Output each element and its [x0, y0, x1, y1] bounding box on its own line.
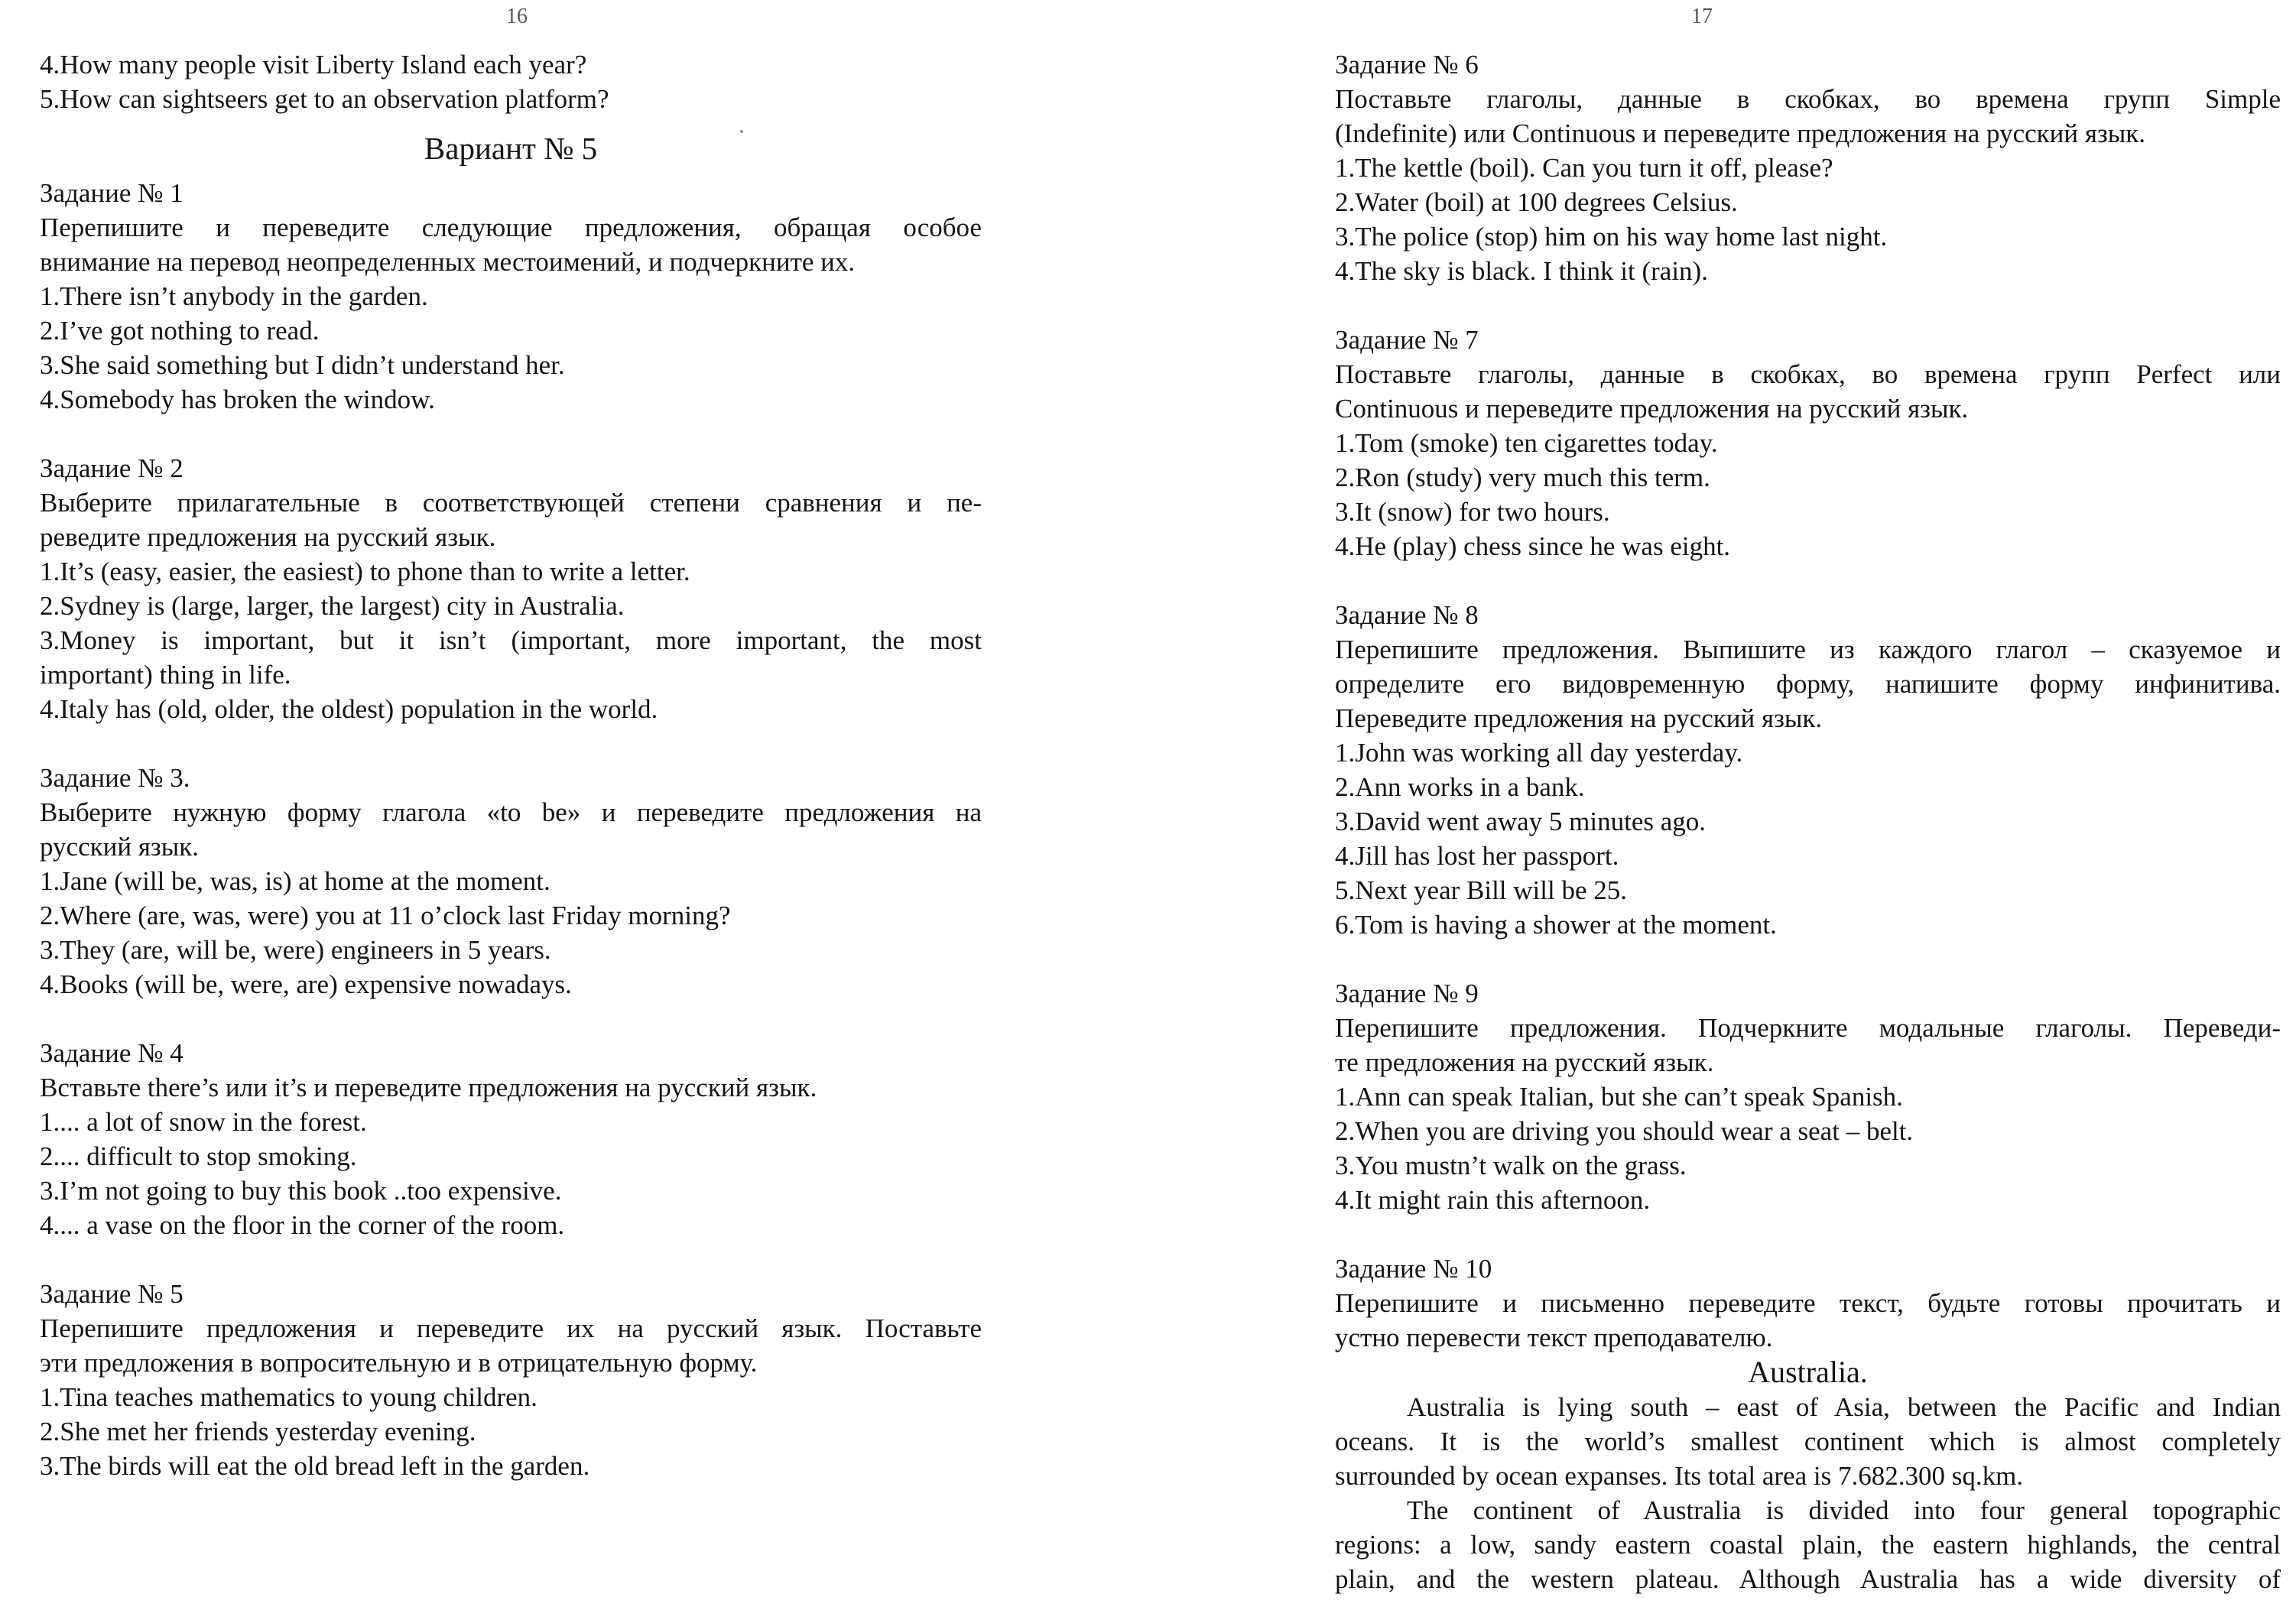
question-line: 5.How can sightseers get to an observation platform?: [40, 84, 609, 114]
task-instruction: Перепишите предложения. Выпишите из каждого глагол – сказуемое и: [1335, 635, 2281, 664]
task-item: 4.Jill has lost her passport.: [1335, 841, 1619, 871]
task-item: important) thing in life.: [40, 660, 291, 690]
task-item: 2.Sydney is (large, larger, the largest) city in Australia.: [40, 591, 625, 621]
page-number: 16: [506, 5, 528, 28]
task-item: 1.Ann can speak Italian, but she can’t speak Spanish.: [1335, 1082, 1903, 1112]
task-heading: Задание № 10: [1335, 1254, 1492, 1284]
task-item: 1.... a lot of snow in the forest.: [40, 1107, 367, 1137]
paragraph-line: plain, and the western plateau. Although Australia has a wide diversity of: [1335, 1564, 2281, 1594]
task-1: [40, 176, 982, 417]
left-page: [0, 0, 1147, 1620]
task-instruction: Вставьте there’s или it’s и переведите предложения на русский язык.: [40, 1073, 817, 1102]
task-instruction: эти предложения в вопросительную и в отрицательную форму.: [40, 1348, 758, 1378]
task-heading: Задание № 1: [40, 178, 183, 208]
task-7: [1335, 323, 2281, 563]
task-heading: Задание № 5: [40, 1279, 183, 1309]
task-item: 6.Tom is having a shower at the moment.: [1335, 910, 1777, 940]
task-item: 1.Tom (smoke) ten cigarettes today.: [1335, 428, 1718, 458]
task-item: 2.Where (are, was, were) you at 11 o’clock last Friday morning?: [40, 901, 731, 930]
task-heading: Задание № 2: [40, 453, 183, 483]
task-item: 2.Ron (study) very much this term.: [1335, 463, 1710, 492]
task-item: 1.There isn’t anybody in the garden.: [40, 281, 428, 311]
task-item: 2.She met her friends yesterday evening.: [40, 1417, 476, 1446]
task-item: 4.The sky is black. I think it (rain).: [1335, 256, 1708, 286]
task-instruction: (Indefinite) или Continuous и переведите предложения на русский язык.: [1335, 118, 2146, 148]
task-item: 4.He (play) chess since he was eight.: [1335, 531, 1731, 561]
task-item: 3.Money is important, but it isn’t (important, more important, the most: [40, 625, 982, 655]
task-item: 4.Books (will be, were, are) expensive nowadays.: [40, 969, 572, 999]
task-instruction: Перепишите и письменно переведите текст, будьте готовы прочитать и: [1335, 1288, 2281, 1318]
task-6: [1335, 47, 2281, 288]
task-item: 3.They (are, will be, were) engineers in 5 years.: [40, 935, 551, 965]
task-instruction: Выберите нужную форму глагола «to be» и переведите предложения на: [40, 797, 982, 827]
task-4: [40, 1036, 982, 1242]
task-instruction: Поставьте глаголы, данные в скобках, во времена групп Perfect или: [1335, 359, 2281, 389]
task-item: 3.She said something but I didn’t understand her.: [40, 350, 565, 380]
task-instruction: Выберите прилагательные в соответствующей степени сравнения и пе-: [40, 488, 982, 518]
task-item: 2.... difficult to stop smoking.: [40, 1141, 357, 1171]
task-instruction: Перепишите предложения. Подчеркните модальные глаголы. Переведи-: [1335, 1013, 2281, 1043]
task-5: [40, 1277, 982, 1483]
task-instruction: те предложения на русский язык.: [1335, 1047, 1714, 1077]
task-2: [40, 451, 982, 726]
task-item: 3.David went away 5 minutes ago.: [1335, 807, 1707, 836]
task-item: 1.The kettle (boil). Can you turn it off, please?: [1335, 153, 1833, 183]
task-heading: Задание № 8: [1335, 600, 1479, 630]
paragraph-line: regions: a low, sandy eastern coastal plain, the eastern highlands, the central: [1335, 1530, 2281, 1560]
paragraph-line: Australia is lying south – east of Asia, between the Pacific and Indian: [1407, 1392, 2281, 1422]
task-item: 2.Ann works in a bank.: [1335, 772, 1585, 802]
right-page: [1147, 0, 2296, 1620]
task-item: 4.... a vase on the floor in the corner of the room.: [40, 1210, 565, 1240]
task-3: [40, 761, 982, 1002]
paragraph-line: The continent of Australia is divided into four general topographic: [1407, 1495, 2281, 1525]
task-instruction: Перепишите и переведите следующие предложения, обращая особое: [40, 213, 982, 242]
task-item: 4.It might rain this afternoon.: [1335, 1185, 1651, 1215]
task-item: 3.You mustn’t walk on the grass.: [1335, 1151, 1687, 1180]
page-number: 17: [1691, 5, 1713, 28]
task-9: [1335, 976, 2281, 1217]
task-item: 3.It (snow) for two hours.: [1335, 497, 1610, 527]
variant-title: Вариант № 5: [424, 131, 598, 166]
task-item: 1.Tina teaches mathematics to young children.: [40, 1382, 537, 1412]
task-item: 3.The birds will eat the old bread left in the garden.: [40, 1451, 590, 1481]
task-instruction: реведите предложения на русский язык.: [40, 522, 496, 552]
task-instruction: Переведите предложения на русский язык.: [1335, 703, 1823, 733]
task-item: 4.Italy has (old, older, the oldest) population in the world.: [40, 694, 658, 724]
task-item: 5.Next year Bill will be 25.: [1335, 875, 1628, 905]
task-instruction: Continuous и переведите предложения на русский язык.: [1335, 394, 1969, 424]
task-instruction: устно перевести текст преподавателю.: [1335, 1323, 1773, 1352]
task-instruction: русский язык.: [40, 832, 200, 862]
task-heading: Задание № 3.: [40, 763, 190, 793]
left-column: [40, 47, 982, 1483]
paragraph-line: oceans. It is the world’s smallest continent which is almost completely: [1335, 1427, 2281, 1456]
scan-speck: [740, 130, 743, 133]
task-item: 4.Somebody has broken the window.: [40, 385, 435, 414]
task-8: [1335, 598, 2281, 942]
task-heading: Задание № 4: [40, 1038, 183, 1068]
task-heading: Задание № 6: [1335, 50, 1479, 80]
task-item: 1.John was working all day yesterday.: [1335, 738, 1743, 768]
task-item: 3.The police (stop) him on his way home last night.: [1335, 222, 1888, 252]
paragraph-line: surrounded by ocean expanses. Its total area is 7.682.300 sq.km.: [1335, 1461, 2024, 1491]
task-instruction: внимание на перевод неопределенных местоимений, и подчеркните их.: [40, 247, 856, 277]
task-heading: Задание № 9: [1335, 979, 1479, 1008]
task-item: 3.I’m not going to buy this book ..too expensive.: [40, 1176, 562, 1206]
task-item: 2.I’ve got nothing to read.: [40, 316, 320, 346]
right-column: [1335, 47, 2281, 1596]
task-instruction: Перепишите предложения и переведите их на русский язык. Поставьте: [40, 1313, 982, 1343]
task-instruction: определите его видовременную форму, напишите форму инфинитива.: [1335, 669, 2281, 699]
task-10: [1335, 1252, 2281, 1596]
task-item: 2.Water (boil) at 100 degrees Celsius.: [1335, 187, 1738, 217]
question-line: 4.How many people visit Liberty Island each year?: [40, 50, 587, 80]
task-item: 1.Jane (will be, was, is) at home at the moment.: [40, 866, 550, 896]
task-instruction: Поставьте глаголы, данные в скобках, во времена групп Simple: [1335, 84, 2281, 114]
task-item: 2.When you are driving you should wear a seat – belt.: [1335, 1116, 1914, 1146]
task-heading: Задание № 7: [1335, 325, 1479, 355]
task-item: 1.It’s (easy, easier, the easiest) to phone than to write a letter.: [40, 557, 690, 586]
text-title: Australia.: [1748, 1355, 1868, 1389]
